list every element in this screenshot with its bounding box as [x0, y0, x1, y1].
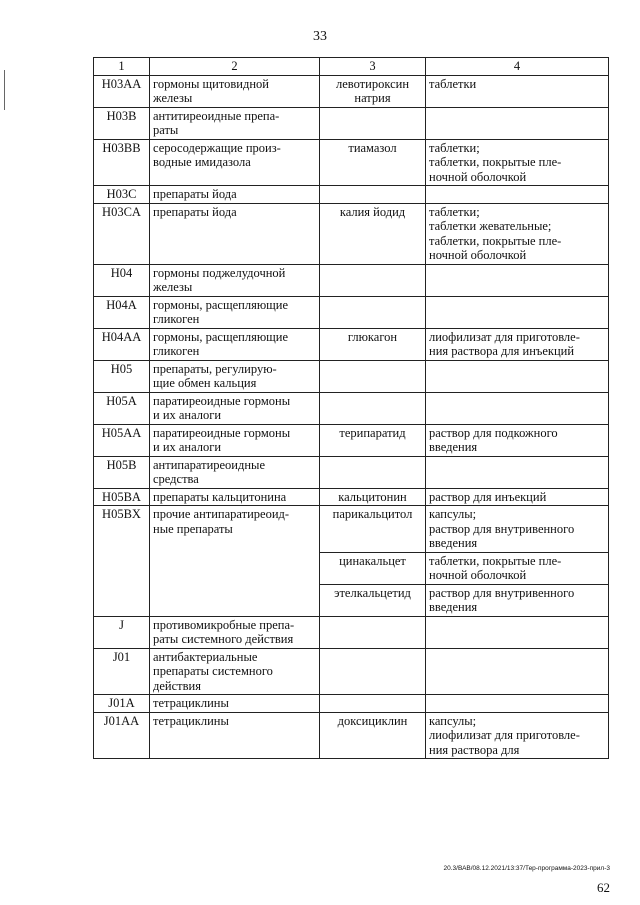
dosage-form-line: введения — [429, 536, 478, 550]
drug-name — [320, 328, 426, 360]
dosage-form — [426, 296, 609, 328]
dosage-form-line: таблетки, покрытые пле- — [429, 553, 562, 568]
dosage-form — [426, 552, 609, 584]
footer-page-number: 62 — [597, 880, 610, 895]
group-name — [150, 712, 320, 759]
dosage-form-line: введения — [429, 440, 478, 454]
drug-name — [320, 392, 426, 424]
dosage-form-line: таблетки жевательные; — [429, 219, 552, 233]
group-name-line: гликоген — [153, 344, 200, 358]
atc-code: H05 — [94, 360, 150, 392]
dosage-form-line: ночной оболочкой — [429, 568, 527, 582]
group-name — [150, 107, 320, 139]
group-name-line: антибактериальные — [153, 649, 258, 664]
group-name-line: препараты кальцитонина — [153, 489, 287, 504]
table-row — [94, 648, 609, 695]
group-name-line: средства — [153, 472, 199, 486]
group-name — [150, 424, 320, 456]
atc-code: H05BX — [94, 506, 150, 617]
group-name-line: щие обмен кальция — [153, 376, 257, 390]
atc-code: H05A — [94, 392, 150, 424]
atc-code: H03BB — [94, 139, 150, 186]
group-name-line: тетрациклины — [153, 713, 229, 728]
drug-name — [320, 584, 426, 616]
dosage-form — [426, 392, 609, 424]
table-row — [94, 424, 609, 456]
group-name — [150, 203, 320, 264]
group-name-line: серосодержащие произ- — [153, 140, 281, 155]
group-name-line: препараты йода — [153, 187, 237, 201]
dosage-form — [426, 264, 609, 296]
drug-name — [320, 296, 426, 328]
dosage-form-line: таблетки; — [429, 204, 480, 219]
drug-name-line: кальцитонин — [338, 489, 407, 504]
group-name-line: тетрациклины — [153, 696, 229, 710]
dosage-form-line: ния раствора для инъекций — [429, 344, 575, 358]
group-name-line: гликоген — [153, 312, 200, 326]
atc-code: H03C — [94, 186, 150, 204]
drug-name-line: этелкальцетид — [334, 585, 411, 600]
dosage-form-line: таблетки, покрытые пле- — [429, 155, 562, 169]
table-row — [94, 506, 609, 553]
atc-code: H04A — [94, 296, 150, 328]
drug-name — [320, 360, 426, 392]
dosage-form — [426, 328, 609, 360]
group-name — [150, 296, 320, 328]
table-row — [94, 75, 609, 107]
atc-code: H05BA — [94, 488, 150, 506]
group-name-line: раты — [153, 123, 179, 137]
group-name-line: гормоны поджелудочной — [153, 265, 286, 280]
dosage-form-line: таблетки, покрытые пле- — [429, 233, 562, 248]
atc-code: H05AA — [94, 424, 150, 456]
table-row — [94, 328, 609, 360]
drug-name — [320, 203, 426, 264]
group-name — [150, 392, 320, 424]
table-row — [94, 264, 609, 296]
dosage-form — [426, 75, 609, 107]
group-name — [150, 328, 320, 360]
dosage-form-line: капсулы; — [429, 713, 477, 728]
table-row — [94, 488, 609, 506]
drug-name — [320, 616, 426, 648]
table-row — [94, 107, 609, 139]
dosage-form-line: ночной оболочкой — [429, 169, 527, 184]
drug-name — [320, 107, 426, 139]
table-row — [94, 203, 609, 264]
drug-name — [320, 139, 426, 186]
drug-name-line: доксициклин — [337, 713, 408, 728]
dosage-form — [426, 203, 609, 264]
atc-code: J01AA — [94, 712, 150, 759]
drug-name — [320, 648, 426, 695]
page-number: 33 — [313, 29, 327, 44]
group-name-line: гормоны щитовидной — [153, 76, 269, 91]
table-row — [94, 712, 609, 759]
group-name-line: действия — [153, 678, 201, 693]
group-name-line: препараты, регулирую- — [153, 361, 277, 376]
atc-code: J — [94, 616, 150, 648]
drug-name-line: калия йодид — [339, 204, 406, 219]
drug-name — [320, 506, 426, 553]
group-name — [150, 139, 320, 186]
drug-name-line: левотироксин — [335, 76, 410, 91]
dosage-form — [426, 648, 609, 695]
dosage-form-line: ния раствора для — [429, 742, 520, 757]
atc-code: H05B — [94, 456, 150, 488]
group-name-line: железы — [153, 280, 193, 294]
group-name-line: раты системного действия — [153, 632, 294, 646]
table-row — [94, 695, 609, 713]
table-row — [94, 360, 609, 392]
dosage-form-line: капсулы; — [429, 507, 477, 521]
group-name-line: препараты йода — [153, 204, 237, 219]
drug-name — [320, 456, 426, 488]
dosage-form — [426, 584, 609, 616]
group-name — [150, 456, 320, 488]
dosage-form-line: раствор для подкожного — [429, 425, 558, 440]
header-col-3: 3 — [320, 58, 426, 76]
drug-name-line: терипаратид — [339, 425, 406, 440]
dosage-form — [426, 616, 609, 648]
table-header-row — [94, 58, 609, 76]
dosage-form-line: раствор для внутривенного — [429, 585, 575, 600]
group-name — [150, 264, 320, 296]
header-col-2: 2 — [150, 58, 320, 76]
group-name — [150, 186, 320, 204]
dosage-form-line: таблетки — [429, 76, 477, 91]
atc-code: H03AA — [94, 75, 150, 107]
dosage-form — [426, 456, 609, 488]
table-row — [94, 186, 609, 204]
atc-code: H04AA — [94, 328, 150, 360]
dosage-form-line: ночной оболочкой — [429, 248, 527, 262]
group-name-line: и их аналоги — [153, 408, 222, 422]
margin-mark — [4, 70, 5, 110]
dosage-form-line: раствор для внутривенного — [429, 521, 575, 536]
atc-code: H03B — [94, 107, 150, 139]
group-name-line: препараты системного — [153, 664, 273, 678]
drug-name-line: цинакальцет — [339, 553, 406, 568]
dosage-form-line: таблетки; — [429, 140, 480, 155]
dosage-form-line: лиофилизат для приготовле- — [429, 329, 580, 344]
atc-code: H04 — [94, 264, 150, 296]
dosage-form — [426, 139, 609, 186]
group-name — [150, 616, 320, 648]
group-name-line: и их аналоги — [153, 440, 222, 454]
group-name-line: гормоны, расщепляющие — [153, 329, 289, 344]
dosage-form — [426, 488, 609, 506]
group-name — [150, 360, 320, 392]
dosage-form — [426, 186, 609, 204]
table-row — [94, 139, 609, 186]
group-name — [150, 506, 320, 617]
drug-name-line: натрия — [354, 91, 391, 105]
drug-name — [320, 695, 426, 713]
group-name-line: ные препараты — [153, 521, 233, 536]
group-name-line: антипаратиреоидные — [153, 457, 265, 472]
drug-name-line: глюкагон — [347, 329, 398, 344]
dosage-form-line: лиофилизат для приготовле- — [429, 728, 580, 742]
table-row — [94, 616, 609, 648]
dosage-form-line: введения — [429, 600, 478, 614]
drug-table — [93, 57, 609, 759]
group-name-line: антитиреоидные препа- — [153, 108, 280, 123]
drug-name-line: тиамазол — [348, 140, 397, 155]
dosage-form-line: раствор для инъекций — [429, 489, 547, 504]
dosage-form — [426, 424, 609, 456]
footer-stamp: 20.3/ВАВ/08.12.2021/13:37/Тер-программа-2023-прил-3 — [443, 865, 610, 872]
dosage-form — [426, 360, 609, 392]
dosage-form — [426, 506, 609, 553]
dosage-form — [426, 712, 609, 759]
drug-name — [320, 75, 426, 107]
group-name-line: прочие антипаратиреоид- — [153, 507, 290, 521]
table-row — [94, 456, 609, 488]
drug-name — [320, 488, 426, 506]
header-col-1: 1 — [94, 58, 150, 76]
drug-name — [320, 712, 426, 759]
dosage-form — [426, 107, 609, 139]
group-name — [150, 695, 320, 713]
group-name-line: противомикробные препа- — [153, 617, 295, 632]
group-name — [150, 75, 320, 107]
header-col-4: 4 — [426, 58, 609, 76]
group-name — [150, 648, 320, 695]
atc-code: H03CA — [94, 203, 150, 264]
group-name-line: гормоны, расщепляющие — [153, 297, 289, 312]
drug-name — [320, 264, 426, 296]
drug-name — [320, 186, 426, 204]
drug-name — [320, 424, 426, 456]
dosage-form — [426, 695, 609, 713]
group-name-line: паратиреоидные гормоны — [153, 393, 291, 408]
table-row — [94, 296, 609, 328]
drug-name-line: парикальцитол — [332, 507, 413, 521]
group-name — [150, 488, 320, 506]
atc-code: J01A — [94, 695, 150, 713]
drug-name — [320, 552, 426, 584]
group-name-line: водные имидазола — [153, 155, 251, 169]
group-name-line: паратиреоидные гормоны — [153, 425, 291, 440]
group-name-line: железы — [153, 91, 193, 105]
table-row — [94, 392, 609, 424]
atc-code: J01 — [94, 648, 150, 695]
